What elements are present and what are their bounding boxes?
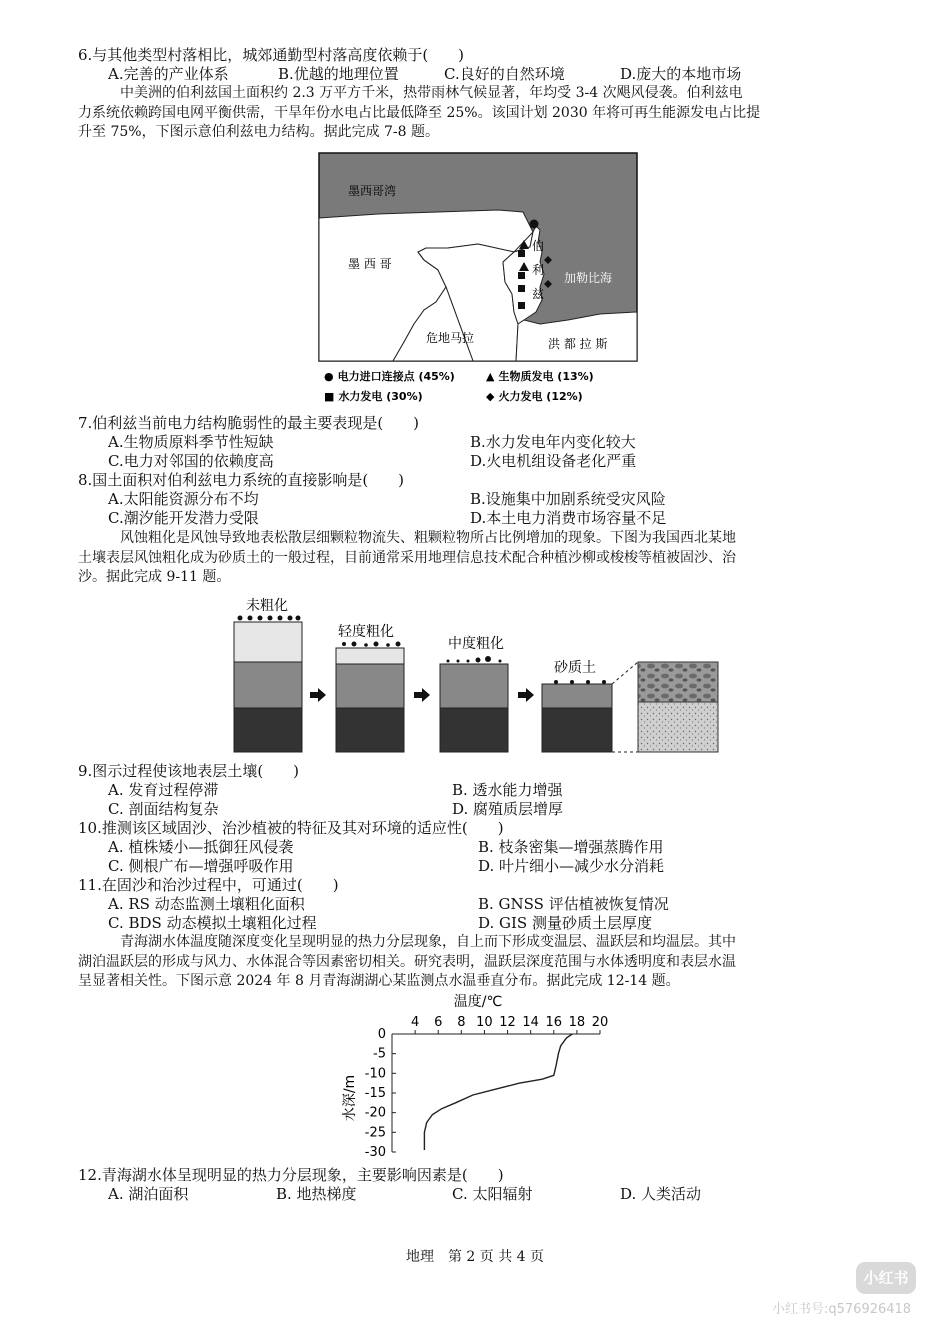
q6-option-d: D.庞大的本地市场: [620, 65, 742, 83]
q8-option-b: B.设施集中加剧系统受灾风险: [470, 490, 666, 508]
legend-thermal-symbol: ◆: [486, 390, 495, 403]
x-tick-label: 4: [410, 1015, 420, 1030]
legend-import-text: 电力进口连接点 (45%): [337, 370, 455, 383]
q9-stem: 9.图示过程使该地表层土壤( ): [78, 762, 300, 780]
q6-option-a: A.完善的产业体系: [108, 65, 229, 83]
q8-stem: 8.国土面积对伯利兹电力系统的直接影响是( ): [78, 471, 405, 489]
stage-label-sandy: 砂质土: [554, 660, 596, 676]
passage-qinghai-lake: [78, 933, 874, 992]
passage-line: 升至 75%，下图示意伯利兹电力结构。据此完成 7-8 题。: [78, 124, 440, 140]
passage-line: 湖泊温跃层的形成与风力、水体混合等因素密切相关。研究表明，温跃层深度范围与水体透明度和表层水温: [78, 953, 736, 970]
label-gulf-of-mexico: 墨西哥湾: [348, 184, 397, 198]
q12-option-b: B. 地热梯度: [276, 1185, 357, 1203]
y-tick-label: 0: [377, 1027, 386, 1042]
legend-import: [324, 369, 455, 383]
q6-option-c: C.良好的自然环境: [444, 65, 565, 83]
legend-biomass: [486, 369, 594, 383]
chart-axes: [392, 1030, 600, 1152]
stage2-base-layer: [336, 708, 404, 752]
q7-option-b: B.水力发电年内变化较大: [470, 433, 636, 451]
stage2-grains: [342, 642, 401, 647]
q10-stem: 10.推测该区域固沙、治沙植被的特征及其对环境的适应性( ): [78, 819, 504, 837]
temperature-profile-chart: [330, 992, 630, 1160]
passage-line: 风蚀粗化是风蚀导致地表松散层细颗粒物流失、粗颗粒物所占比例增加的现象。下图为我国西北某地: [120, 530, 736, 546]
q6-stem: 6.与其他类型村落相比，城郊通勤型村落高度依赖于( ): [78, 46, 465, 64]
q7-option-a: A.生物质原料季节性短缺: [108, 433, 274, 451]
stage3-mid-layer: [440, 664, 508, 708]
q11-option-d: D. GIS 测量砂质土层厚度: [478, 914, 652, 932]
y-tick-label: -30: [364, 1145, 386, 1160]
watermark-badge: 小红书: [856, 1262, 916, 1294]
q9-option-a: A. 发育过程停滞: [108, 781, 219, 799]
label-caribbean: 加勒比海: [564, 271, 613, 285]
stage-label-moderate: 中度粗化: [448, 636, 504, 652]
q7-option-c: C.电力对邻国的依赖度高: [108, 452, 274, 470]
stage1-fine-layer: [234, 622, 302, 662]
hydro-plant-3: [518, 285, 525, 292]
stage4-base-layer: [542, 708, 612, 752]
legend-hydro: [324, 389, 423, 403]
label-honduras: 洪 都 拉 斯: [548, 337, 608, 351]
stage2-mid-layer: [336, 664, 404, 708]
passage-line: 沙。据此完成 9-11 题。: [78, 569, 231, 585]
q7-stem: 7.伯利兹当前电力结构脆弱性的最主要表现是( ): [78, 414, 420, 432]
q9-option-d: D. 腐殖质层增厚: [452, 800, 564, 818]
stage1-mid-layer: [234, 662, 302, 708]
zoom-coarse-layer: [638, 662, 718, 702]
stage2-fine-layer: [336, 648, 404, 664]
q12-option-c: C. 太阳辐射: [452, 1185, 533, 1203]
hydro-plant-2: [518, 272, 525, 279]
q8-option-a: A.太阳能资源分布不均: [108, 490, 259, 508]
q9-option-b: B. 透水能力增强: [452, 781, 563, 799]
q6-option-b: B.优越的地理位置: [278, 65, 399, 83]
q10-option-c: C. 侧根广布—增强呼吸作用: [108, 857, 294, 875]
q11-option-c: C. BDS 动态模拟土壤粗化过程: [108, 914, 317, 932]
q8-option-d: D.本土电力消费市场容量不足: [470, 509, 667, 527]
q7-option-d: D.火电机组设备老化严重: [470, 452, 637, 470]
q12-stem: 12.青海湖水体呈现明显的热力分层现象，主要影响因素是( ): [78, 1166, 504, 1184]
passage-line: 中美洲的伯利兹国土面积约 2.3 万平方千米，热带雨林气候显著，年均受 3-4 次飓风侵袭。伯利兹电: [120, 85, 743, 101]
x-tick-label: 8: [457, 1015, 466, 1030]
stage3-grains: [447, 656, 502, 663]
x-tick-label: 6: [434, 1015, 443, 1030]
hydro-plant-1: [518, 250, 525, 257]
hydro-plant-4: [518, 302, 525, 309]
zoom-line-top: [612, 662, 638, 684]
label-mexico: 墨 西 哥: [348, 257, 392, 271]
legend-biomass-text: 生物质发电 (13%): [498, 370, 594, 383]
x-tick-labels: [411, 1015, 608, 1030]
legend-hydro-symbol: ■: [324, 390, 335, 403]
label-belize-2: 利: [532, 263, 545, 277]
stage3-base-layer: [440, 708, 508, 752]
legend-biomass-symbol: ▲: [486, 370, 495, 383]
legend-thermal: [486, 389, 583, 403]
q8-option-c: C.潮汐能开发潜力受限: [108, 509, 259, 527]
passage-line: 土壤表层风蚀粗化成为砂质土的一般过程，目前通常采用地理信息技术配合种植沙柳或梭梭等植被固沙、治: [78, 549, 736, 566]
page-footer: 地理 第 2 页 共 4 页: [405, 1249, 545, 1265]
power-import-point: [530, 220, 539, 229]
belize-map: [318, 152, 638, 410]
q12-option-a: A. 湖泊面积: [108, 1185, 189, 1203]
chart-xlabel: 温度/℃: [453, 994, 503, 1010]
q10-option-d: D. 叶片细小—减少水分消耗: [478, 857, 665, 875]
q9-option-c: C. 剖面结构复杂: [108, 800, 219, 818]
x-tick-label: 16: [545, 1015, 563, 1030]
x-tick-label: 10: [476, 1015, 493, 1030]
x-tick-label: 14: [522, 1015, 539, 1030]
chart-ylabel: 水深/m: [342, 1074, 358, 1122]
label-guatemala: 危地马拉: [426, 331, 475, 345]
q11-option-a: A. RS 动态监测土壤粗化面积: [108, 895, 305, 913]
q11-stem: 11.在固沙和治沙过程中，可通过( ): [78, 876, 339, 894]
legend-thermal-text: 火力发电 (12%): [498, 390, 583, 403]
arrow-1: [310, 688, 326, 702]
y-tick-label: -10: [364, 1066, 386, 1082]
legend-hydro-text: 水力发电 (30%): [338, 390, 423, 403]
stage1-grains: [238, 616, 301, 621]
q10-option-a: A. 植株矮小—抵御狂风侵袭: [108, 838, 294, 856]
zoom-sand-layer: [638, 702, 718, 752]
temperature-curve: [424, 1034, 572, 1150]
y-tick-label: -20: [364, 1105, 386, 1121]
label-belize-1: 伯: [532, 239, 545, 253]
x-tick-label: 18: [568, 1015, 586, 1030]
stage1-base-layer: [234, 708, 302, 752]
legend-import-symbol: ●: [324, 370, 334, 383]
q10-option-b: B. 枝条密集—增强蒸腾作用: [478, 838, 664, 856]
arrow-2: [414, 688, 430, 702]
stage4-grains: [554, 680, 606, 684]
stage4-mid-layer: [542, 684, 612, 708]
y-tick-label: -15: [364, 1086, 386, 1101]
erosion-process-figure: [226, 592, 726, 754]
passage-line: 青海湖水体温度随深度变化呈现明显的热力分层现象，自上而下形成变温层、温跃层和均温层。其中: [120, 934, 736, 950]
q11-option-b: B. GNSS 评估植被恢复情况: [478, 895, 669, 913]
y-tick-label: -5: [373, 1046, 386, 1062]
x-tick-label: 12: [499, 1015, 516, 1030]
passage-line: 呈显著相关性。下图示意 2024 年 8 月青海湖湖心某监测点水温垂直分布。据此完成 12-14 题。: [78, 973, 680, 989]
stage-label-unroughened: 未粗化: [246, 598, 288, 614]
passage-belize: [78, 84, 874, 143]
x-tick-label: 20: [591, 1015, 609, 1030]
label-belize-3: 兹: [532, 287, 545, 301]
y-tick-label: -25: [364, 1125, 386, 1141]
passage-wind-erosion: [78, 529, 874, 588]
arrow-3: [518, 688, 534, 702]
q12-option-d: D. 人类活动: [620, 1185, 702, 1203]
watermark-id: 小红书号:q576926418: [772, 1302, 912, 1317]
stage-label-light: 轻度粗化: [338, 624, 394, 640]
y-tick-labels: [365, 1027, 386, 1160]
passage-line: 力系统依赖跨国电网平衡供需，干旱年份水电占比最低降至 25%。该国计划 2030 年将可再生能源发电占比提: [78, 104, 761, 121]
